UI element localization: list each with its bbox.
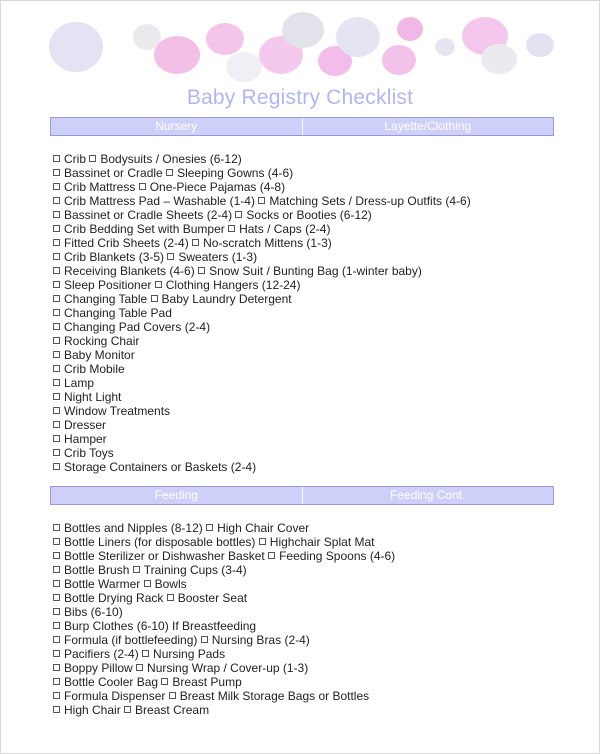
bubble-decoration [382, 45, 416, 75]
checklist-row [53, 194, 553, 208]
checklist-item-label: Bowls [154, 577, 187, 591]
checkbox[interactable] [53, 435, 60, 442]
checklist-row [53, 264, 553, 278]
checklist-row [53, 292, 553, 306]
section-header-nursery [50, 117, 554, 136]
checkbox[interactable] [259, 538, 266, 545]
checklist-item-label: Pacifiers (2-4) [64, 647, 139, 661]
checklist-item-label: Breast Milk Storage Bags or Bottles [179, 689, 370, 703]
checklist-item-label: Highchair Splat Mat [269, 535, 375, 549]
checklist-item-label: Bottle Cooler Bag [64, 675, 159, 689]
checklist-item-label: Baby Monitor [64, 348, 135, 362]
checklist-row [53, 619, 553, 633]
checklist-row [53, 250, 553, 264]
checklist-item-label: Booster Seat [177, 591, 248, 605]
checklist-row [53, 180, 553, 194]
checkbox[interactable] [53, 552, 60, 559]
checkbox[interactable] [53, 407, 60, 414]
checklist-row [53, 418, 553, 432]
checkbox[interactable] [53, 449, 60, 456]
section-header-feeding [50, 486, 554, 505]
checklist-row [53, 460, 553, 474]
checkbox[interactable] [124, 706, 131, 713]
checklist-row [53, 633, 553, 647]
checkbox[interactable] [53, 351, 60, 358]
checkbox[interactable] [258, 197, 265, 204]
checkbox[interactable] [89, 155, 96, 162]
checklist-item-label: High Chair [64, 703, 121, 717]
checklist-item-label: Socks or Booties (6-12) [246, 208, 372, 222]
column-header-feeding-cont: Feeding Cont. [302, 487, 554, 504]
checkbox[interactable] [53, 169, 60, 176]
checklist-row [53, 390, 553, 404]
checklist-item-label: Rocking Chair [64, 334, 140, 348]
checkbox[interactable] [53, 580, 60, 587]
checklist-row [53, 549, 553, 563]
checkbox[interactable] [136, 664, 143, 671]
checklist-row [53, 577, 553, 591]
checklist-item-label: Hamper [64, 432, 107, 446]
checklist-nursery-layette [53, 152, 553, 474]
bubble-decoration [282, 12, 324, 48]
checklist-feeding [53, 521, 553, 717]
checklist-item-label: Bottle Warmer [64, 577, 141, 591]
checkbox[interactable] [53, 183, 60, 190]
checkbox[interactable] [53, 197, 60, 204]
checklist-item-label: Dresser [64, 418, 107, 432]
checklist-item-label: Changing Table [64, 292, 148, 306]
checklist-item-label: Nursing Bras (2-4) [211, 633, 310, 647]
checklist-item-label: Night Light [64, 390, 122, 404]
checklist-row [53, 647, 553, 661]
bubble-decoration [206, 23, 244, 55]
column-header-nursery: Nursery [155, 119, 198, 133]
checklist-item-label: Formula Dispenser [64, 689, 166, 703]
checklist-row [53, 236, 553, 250]
checkbox[interactable] [53, 664, 60, 671]
bubble-decoration [336, 17, 380, 57]
checkbox[interactable] [167, 594, 174, 601]
checkbox[interactable] [167, 253, 174, 260]
checkbox[interactable] [53, 295, 60, 302]
checklist-row [53, 152, 553, 166]
checkbox[interactable] [53, 608, 60, 615]
checklist-row [53, 278, 553, 292]
checkbox[interactable] [133, 566, 140, 573]
page-title: Baby Registry Checklist [186, 86, 414, 109]
checkbox[interactable] [53, 594, 60, 601]
checklist-row [53, 591, 553, 605]
checklist-item-label: High Chair Cover [217, 521, 310, 535]
checkbox[interactable] [53, 309, 60, 316]
checkbox[interactable] [166, 169, 173, 176]
checklist-item-label: No-scratch Mittens (1-3) [203, 236, 332, 250]
checklist-item-label: Lamp [64, 376, 95, 390]
checkbox[interactable] [53, 421, 60, 428]
checkbox[interactable] [53, 281, 60, 288]
checklist-row [53, 306, 553, 320]
checkbox[interactable] [53, 239, 60, 246]
checkbox[interactable] [235, 211, 242, 218]
checkbox[interactable] [53, 211, 60, 218]
checkbox[interactable] [53, 678, 60, 685]
checkbox[interactable] [53, 463, 60, 470]
checklist-row [53, 661, 553, 675]
checklist-item-label: Sleep Positioner [64, 278, 152, 292]
bubble-decoration [226, 52, 262, 82]
checklist-item-label: Window Treatments [64, 404, 171, 418]
checklist-item-label: Feeding Spoons (4-6) [279, 549, 396, 563]
checklist-item-label: Bottle Liners (for disposable bottles) [64, 535, 256, 549]
checklist-item-label: Baby Laundry Detergent [161, 292, 292, 306]
checklist-row [53, 432, 553, 446]
checklist-item-label: Bottle Drying Rack [64, 591, 164, 605]
checkbox[interactable] [155, 281, 162, 288]
checkbox[interactable] [161, 678, 168, 685]
checklist-row [53, 222, 553, 236]
decorative-bubbles-banner [0, 0, 600, 90]
checklist-item-label: Bibs (6-10) [64, 605, 123, 619]
checkbox[interactable] [53, 393, 60, 400]
checklist-row [53, 605, 553, 619]
checkbox[interactable] [151, 295, 158, 302]
checklist-item-label: Crib Toys [64, 446, 114, 460]
checklist-item-label: Crib Blankets (3-5) [64, 250, 165, 264]
checklist-item-label: One-Piece Pajamas (4-8) [149, 180, 286, 194]
checklist-row [53, 446, 553, 460]
checklist-row [53, 376, 553, 390]
checklist-item-label: Receiving Blankets (4-6) [64, 264, 195, 278]
checkbox[interactable] [53, 337, 60, 344]
checklist-item-label: Changing Pad Covers (2-4) [64, 320, 211, 334]
checkbox[interactable] [53, 706, 60, 713]
checklist-row [53, 166, 553, 180]
checkbox[interactable] [142, 650, 149, 657]
checklist-row [53, 535, 553, 549]
checkbox[interactable] [53, 253, 60, 260]
bubble-decoration [481, 44, 517, 74]
checkbox[interactable] [144, 580, 151, 587]
checklist-row [53, 675, 553, 689]
checklist-item-label: Bodysuits / Onesies (6-12) [100, 152, 242, 166]
bubble-decoration [435, 38, 455, 56]
checklist-item-label: Crib Bedding Set with Bumper [64, 222, 225, 236]
checkbox[interactable] [192, 239, 199, 246]
checklist-item-label: Breast Pump [172, 675, 242, 689]
checklist-item-label: Sweaters (1-3) [178, 250, 258, 264]
checklist-item-label: Snow Suit / Bunting Bag (1-winter baby) [209, 264, 422, 278]
checklist-item-label: Breast Cream [135, 703, 210, 717]
checklist-item-label: Nursing Wrap / Cover-up (1-3) [147, 661, 309, 675]
checklist-item-label: Formula (if bottlefeeding) [64, 633, 198, 647]
checklist-row [53, 348, 553, 362]
checkbox[interactable] [53, 365, 60, 372]
checkbox[interactable] [53, 650, 60, 657]
checkbox[interactable] [53, 524, 60, 531]
checklist-item-label: Clothing Hangers (12-24) [165, 278, 301, 292]
checklist-item-label: Nursing Pads [153, 647, 226, 661]
checkbox[interactable] [198, 267, 205, 274]
checklist-item-label: Training Cups (3-4) [143, 563, 247, 577]
bubble-decoration [49, 22, 103, 72]
checklist-row [53, 334, 553, 348]
checkbox[interactable] [169, 692, 176, 699]
checklist-item-label: Bassinet or Cradle Sheets (2-4) [64, 208, 233, 222]
bubble-decoration [154, 36, 200, 74]
checkbox[interactable] [53, 538, 60, 545]
checkbox[interactable] [53, 622, 60, 629]
checkbox[interactable] [53, 225, 60, 232]
checklist-row [53, 703, 553, 717]
checkbox[interactable] [53, 379, 60, 386]
checkbox[interactable] [53, 692, 60, 699]
checklist-row [53, 689, 553, 703]
checklist-item-label: Changing Table Pad [64, 306, 172, 320]
checkbox[interactable] [201, 636, 208, 643]
bubble-decoration [526, 33, 554, 57]
checklist-item-label: Sleeping Gowns (4-6) [177, 166, 294, 180]
checklist-item-label: Fitted Crib Sheets (2-4) [64, 236, 189, 250]
checklist-row [53, 404, 553, 418]
checklist-item-label: Crib Mobile [64, 362, 125, 376]
checkbox[interactable] [53, 267, 60, 274]
checklist-item-label: Boppy Pillow [64, 661, 133, 675]
checkbox[interactable] [53, 323, 60, 330]
checkbox[interactable] [53, 636, 60, 643]
bubble-decoration [397, 17, 423, 41]
checkbox[interactable] [268, 552, 275, 559]
checklist-item-label: Bottle Brush [64, 563, 130, 577]
checklist-item-label: Bottles and Nipples (8-12) [64, 521, 203, 535]
checklist-row [53, 362, 553, 376]
checklist-item-label: Matching Sets / Dress-up Outfits (4-6) [269, 194, 471, 208]
checkbox[interactable] [206, 524, 213, 531]
checklist-item-label: Storage Containers or Baskets (2-4) [64, 460, 257, 474]
checklist-item-label: Hats / Caps (2-4) [239, 222, 331, 236]
checklist-row [53, 563, 553, 577]
checklist-item-label: Crib Mattress [64, 180, 136, 194]
checklist-row [53, 521, 553, 535]
checklist-row [53, 208, 553, 222]
checkbox[interactable] [139, 183, 146, 190]
checklist-item-label: Bottle Sterilizer or Dishwasher Basket [64, 549, 265, 563]
checkbox[interactable] [53, 155, 60, 162]
column-header-feeding: Feeding [154, 488, 198, 502]
checklist-row [53, 320, 553, 334]
checklist-item-label: Burp Clothes (6-10) If Breastfeeding [64, 619, 257, 633]
column-header-layette-clothing: Layette/Clothing [302, 118, 554, 135]
checkbox[interactable] [53, 566, 60, 573]
checklist-item-label: Crib [64, 152, 87, 166]
checklist-item-label: Bassinet or Cradle [64, 166, 163, 180]
checkbox[interactable] [228, 225, 235, 232]
checklist-item-label: Crib Mattress Pad – Washable (1-4) [64, 194, 255, 208]
